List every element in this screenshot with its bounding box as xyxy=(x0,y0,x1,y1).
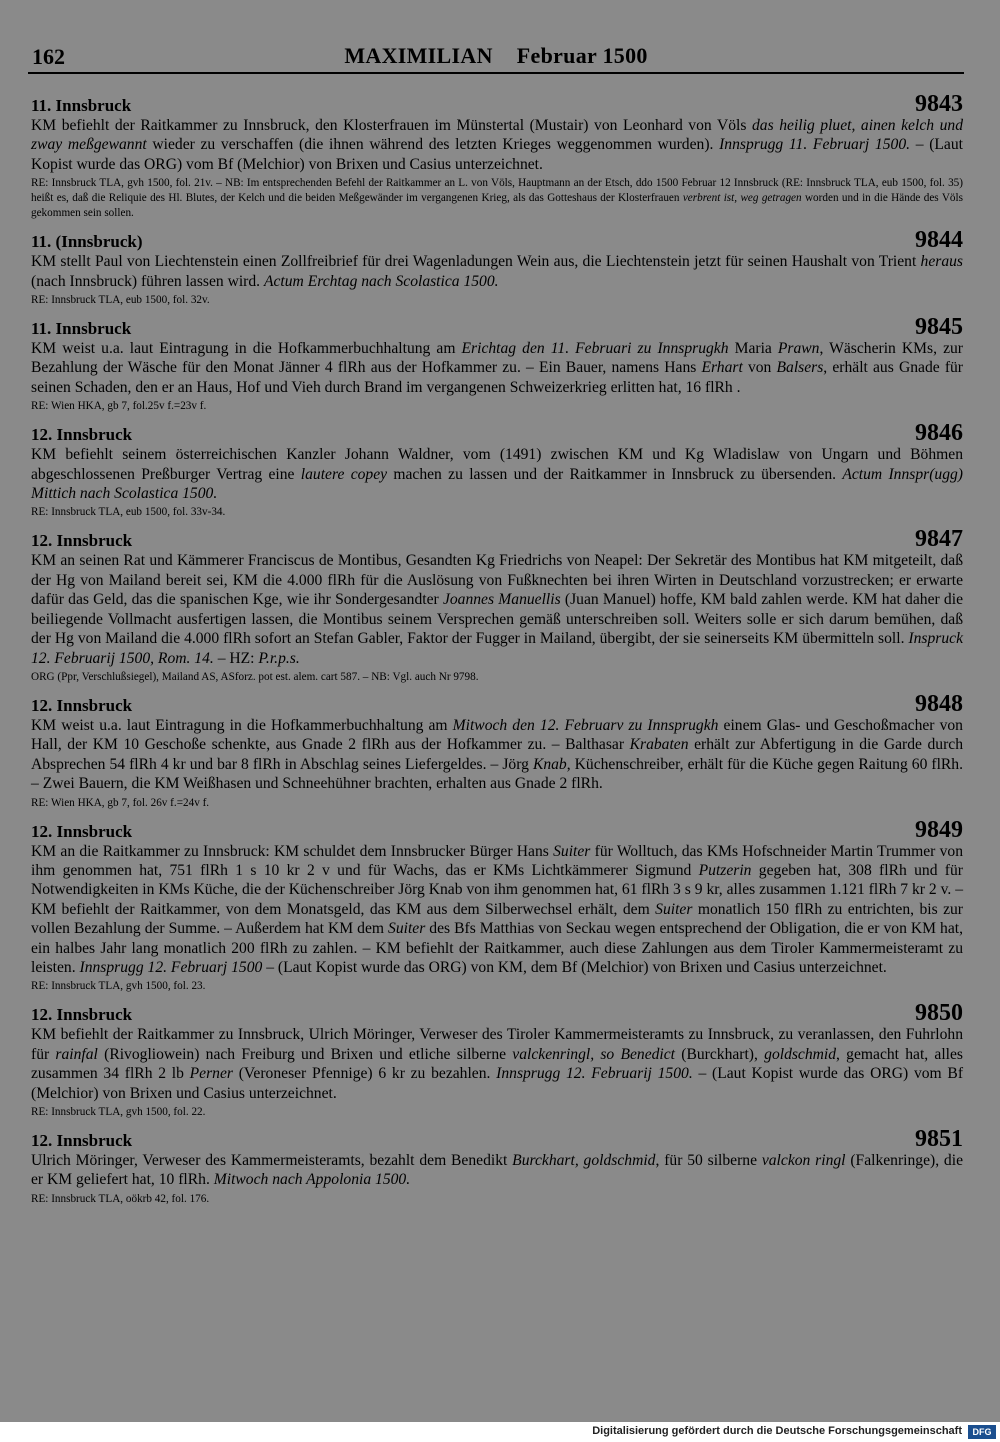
entry-text-run: machen zu lassen und der Raitkammer in Innsbruck zu übersenden. xyxy=(387,465,843,483)
dfg-logo: DFG xyxy=(968,1425,996,1439)
entry-source-note xyxy=(31,399,963,414)
entry-number: 9850 xyxy=(915,1000,963,1027)
entry-number: 9848 xyxy=(915,690,963,717)
source-text-run: RE: Innsbruck TLA, eub 1500, fol. 33v-34. xyxy=(31,506,226,519)
running-title-month: Februar 1500 xyxy=(516,43,648,68)
regest-entry xyxy=(31,692,963,811)
source-text-run: RE: Innsbruck TLA, gvh 1500, fol. 22. xyxy=(31,1106,206,1118)
entry-text-italic: valckenringl, so Benedict xyxy=(512,1045,676,1063)
entry-text-italic: Joannes Manuellis xyxy=(442,591,561,609)
entry-header xyxy=(31,527,963,551)
entry-text-italic: Actum Innspr(ugg) Mittich nach Scolastica 1500. xyxy=(31,465,963,503)
entry-date-place: 11. Innsbruck xyxy=(31,96,132,115)
page-number: 162 xyxy=(32,44,65,69)
source-text-run: RE: Innsbruck TLA, oökrb 42, fol. 176. xyxy=(31,1192,210,1205)
entry-header xyxy=(31,692,963,716)
entry-text-italic: das heilig pluet, ainen kelch und zway meßgewannt xyxy=(31,117,963,154)
entry-text-run: – (Laut Kopist wurde das ORG) vom Bf (Melchior) von Brixen und Casius unterzeichnet. xyxy=(31,1065,964,1102)
entry-text xyxy=(31,339,963,397)
entry-text-run: , gemacht hat, alles zusammen 34 flRh 2 lb xyxy=(31,1045,963,1083)
entry-text-run: für Wolltuch, das KMs Hofschneider Martin Trummer von ihm genommen hat, 751 flRh 1 s 10 kr 2 v und für Wachs, das er KMs Lichtkämmerer Sigmund xyxy=(31,842,963,879)
entry-number: 9843 xyxy=(915,91,963,117)
entry-number: 9846 xyxy=(915,420,963,447)
entry-text-run: KM befiehlt der Raitkammer zu Innsbruck, den Klosterfrauen im Münstertal (Mustair) von Leonhard von Völs xyxy=(31,117,752,134)
entry-text-run: wieder zu verschaffen (die ihnen während des letzten Krieges weggenommen wurden). xyxy=(146,136,720,154)
entry-header xyxy=(31,1127,963,1151)
entry-text-italic: Suiter xyxy=(553,842,591,860)
regest-entry xyxy=(31,527,963,684)
source-text-run: RE: Wien HKA, gb 7, fol. 26v f.=24v f. xyxy=(31,796,210,809)
entries-list xyxy=(31,92,963,1214)
regest-entry xyxy=(31,1001,963,1120)
entry-text-run: – (Laut Kopist wurde das ORG) von KM, dem Bf (Melchior) von Brixen und Casius unterzeichnet. xyxy=(262,958,887,976)
entry-text-italic: Burckhart, goldschmid xyxy=(512,1152,656,1169)
entry-text-run: gegeben hat, 308 flRh und für Notwendigkeiten in KMs Küche, die der Küchenschreiber Jörg Knab von ihm genommen hat, 61 flRh 3 s 9 kr, alles zusammen 1.121 flRh 7 kr 2 v. – KM befiehlt der Raitkammer, von dem Monatsgeld, das KM aus dem Silberwechsel erhält, dem xyxy=(31,861,963,918)
entry-date-place: 12. Innsbruck xyxy=(31,821,133,841)
entry-header xyxy=(31,228,963,252)
footer-credit: Digitalisierung gefördert durch die Deutsche Forschungsgemeinschaft xyxy=(592,1425,962,1437)
entry-text-run: – (Laut Kopist wurde das ORG) vom Bf (Melchior) von Brixen und Casius unterzeichnet. xyxy=(31,136,963,173)
entry-text-run: erhält zur Abfertigung in die Garde durch Absprechen 54 flRh 4 kr und bar 8 flRh in Abschlag seines Liefergeldes. – Jörg xyxy=(31,736,963,773)
entry-text xyxy=(31,1151,963,1190)
entry-text-italic: rainfal xyxy=(55,1045,98,1063)
entry-text-italic: heraus xyxy=(920,253,963,271)
entry-text-italic: Innsprugg 12. Februarj 1500 xyxy=(79,958,263,976)
entry-text-run: KM weist u.a. laut Eintragung in die Hofkammerbuchhaltung am xyxy=(31,340,462,358)
source-text-run: RE: Innsbruck TLA, gvh 1500, fol. 21v. – NB: Im entsprechenden Befehl der Raitkammer an L. von Völs, Hauptmann an der Etsch, ddo 1500 Februar 12 Innsbruck (RE: Innsbruck TLA, eub 1500, fol. 35) heißt es, daß die Reliquie des Hl. Blutes, der Kelch und die beiden Meßgewänder im vergangenen Krieg, als das Gotteshaus der Klosterfrauen xyxy=(31,177,963,205)
source-text-run: RE: Innsbruck TLA, gvh 1500, fol. 23. xyxy=(31,980,206,993)
entry-text-run: des Bfs Matthias von Seckau wegen entsprechend der Obligation, die er von KM hat, ein halbes Jahr lang monatlich 200 flRh zu zahlen. – KM befiehlt der Raitkammer, auch diese Zahlungen aus dem Tiroler Kammermeisteramt zu leisten. xyxy=(31,920,964,976)
entry-text-run: (Burckhart), xyxy=(675,1045,765,1063)
entry-text xyxy=(31,551,963,667)
source-text-run: worden und in die Hände des Völs gekommen sein sollen. xyxy=(31,192,963,220)
entry-header xyxy=(31,315,963,339)
entry-text-run: KM an die Raitkammer zu Innsbruck: KM schuldet dem Innsbrucker Bürger Hans xyxy=(31,842,554,860)
entry-text-run: , für 50 silberne xyxy=(655,1152,762,1169)
running-title xyxy=(28,43,964,69)
entry-text-run: KM befiehlt der Raitkammer zu Innsbruck, Ulrich Möringer, Verweser des Tiroler Kammermeisteramts zu Innsbruck, zu veranlassen, den Fuhrlohn für xyxy=(31,1026,963,1063)
entry-number: 9851 xyxy=(915,1126,963,1152)
entry-source-note xyxy=(31,796,963,811)
entry-date-place: 12. Innsbruck xyxy=(31,531,133,551)
entry-text-run: einem Glas- und Geschoßmacher von Hall, der KM 10 Geschoße schenkte, aus Gnade 2 flRh aus der Hofkammer zu. – Balthasar xyxy=(31,716,963,754)
entry-source-note xyxy=(31,1105,963,1120)
entry-text-italic: goldschmid xyxy=(764,1045,837,1063)
entry-text-run: (Falkenringe), die er KM geliefert hat, 10 flRh. xyxy=(31,1152,963,1189)
entry-source-note xyxy=(31,176,963,221)
entry-text-run: , Küchenschreiber, erhält für die Küche gegen Raitung 60 flRh. – Zwei Bauern, die KM Weißhasen und Schneehühner brachten, erhalten aus Gnade 2 flRh. xyxy=(31,755,964,793)
entry-text-run: , Wäscherin KMs, zur Bezahlung der Wäsche für den Monat Jänner 4 flRh aus der Hofkammer zu. – Ein Bauer, namens Hans xyxy=(31,340,963,377)
entry-text xyxy=(31,716,963,794)
entry-text-run: KM weist u.a. laut Eintragung in die Hofkammerbuchhaltung am xyxy=(31,716,453,734)
source-text-italic: verbrent ist, weg getragen xyxy=(682,192,802,205)
entry-text-italic: Inspruck 12. Februarij 1500, Rom. 14. xyxy=(31,630,963,667)
entry-text-italic: Suiter xyxy=(655,900,693,918)
entry-text-italic: Krabaten xyxy=(629,736,689,754)
running-title-name: MAXIMILIAN xyxy=(344,43,493,68)
source-text-run: ORG (Ppr, Verschlußsiegel), Mailand AS, ASforz. pot est. alem. cart 587. – NB: Vgl. auch Nr 9798. xyxy=(31,670,479,683)
entry-text-italic: Perner xyxy=(189,1065,233,1083)
entry-text-italic: Innsprugg 11. Februarj 1500. xyxy=(719,136,911,154)
entry-text-italic: Prawn xyxy=(777,340,820,358)
entry-source-note xyxy=(31,979,963,994)
entry-text-run: Ulrich Möringer, Verweser des Kammermeisteramts, bezahlt dem Benedikt xyxy=(31,1152,513,1169)
entry-text xyxy=(31,116,963,174)
source-text-run: RE: Wien HKA, gb 7, fol.25v f.=23v f. xyxy=(31,400,207,413)
source-text-run: RE: Innsbruck TLA, eub 1500, fol. 32v. xyxy=(31,294,210,307)
entry-header xyxy=(31,421,963,445)
entry-text-italic: Actum Erchtag nach Scolastica 1500. xyxy=(263,272,499,290)
entry-date-place: 12. Innsbruck xyxy=(31,425,133,445)
entry-text-run: von xyxy=(742,359,777,377)
entry-text-run: (Juan Manuel) hoffe, KM bald zahlen werde. KM hat daher die beiliegende Vollmacht ausfertigen lassen, die Montibus seinem Versprechen gemäß unterschreiben soll. Weiters solle er sich darum bemühen, daß der Hg von Mailand die 4.000 flRh sofort an Stefan Gabler, Faktor der Fugger in Mailand, übergibt, der sie seinerseits KM übermitteln soll. xyxy=(31,591,963,648)
regest-entry xyxy=(31,1127,963,1207)
entry-text-italic: Putzerin xyxy=(698,861,752,879)
entry-text-run: – HZ: xyxy=(213,649,259,667)
entry-text-italic: P.r.p.s. xyxy=(258,649,300,667)
regest-entry xyxy=(31,92,963,221)
page-header xyxy=(28,40,964,74)
entry-text-run: KM befiehlt seinem österreichischen Kanzler Johann Waldner, vom (1491) zwischen KM und Kg Wladislaw von Ungarn und Böhmen abgeschlossenen Preßburger Vertrag eine xyxy=(31,446,963,483)
entry-text-italic: valckon ringl xyxy=(761,1152,846,1169)
entry-header xyxy=(31,92,963,116)
entry-source-note xyxy=(31,505,963,520)
entry-source-note xyxy=(31,670,963,685)
entry-header xyxy=(31,818,963,842)
entry-text-run: Maria xyxy=(728,340,778,358)
entry-date-place: 11. Innsbruck xyxy=(31,319,132,339)
entry-header xyxy=(31,1001,963,1025)
entry-text-run: , erhält aus Gnade für seinen Schaden, den er an Haus, Hof und Vieh durch Brand im vergangenen Schweizerkrieg erlitten hat, 16 flRh . xyxy=(31,359,964,396)
entry-date-place: 12. Innsbruck xyxy=(31,1131,133,1150)
entry-text-italic: Suiter xyxy=(388,920,426,938)
entry-text-italic: Mitwoch nach Appolonia 1500. xyxy=(213,1171,411,1189)
entry-text-italic: Innsprugg 12. Februarij 1500. xyxy=(496,1065,693,1083)
entry-number: 9847 xyxy=(915,526,963,553)
regest-entry xyxy=(31,421,963,520)
entry-text xyxy=(31,1025,963,1103)
entry-text-run: KM an seinen Rat und Kämmerer Franciscus de Montibus, Gesandten Kg Friedrichs von Neapel: Der Sekretär des Montibus hat KM mitgeteilt, daß der Hg von Mailand bereit sei, KM die 4.000 flRh für die Auslösung von Fußknechten bei ihren Wirten in Deutschland vorzustrecken; er erwarte dafür das Geld, das die spanischen Kge, wie ihr Sondergesandter xyxy=(31,552,963,609)
entry-text-italic: Knab xyxy=(532,755,567,773)
regest-entry xyxy=(31,315,963,414)
entry-number: 9845 xyxy=(915,314,963,341)
entry-text-run: (nach Innsbruck) führen lassen wird. xyxy=(31,272,264,290)
entry-text-italic: Erichtag den 11. Februari zu Innsprugkh xyxy=(461,340,729,358)
page-footer xyxy=(0,1422,1000,1442)
entry-text xyxy=(31,445,963,503)
entry-text-italic: Mitwoch den 12. Februarv zu Innsprugkh xyxy=(452,716,719,734)
entry-text-italic: Balsers xyxy=(776,359,824,377)
entry-date-place: 12. Innsbruck xyxy=(31,1005,133,1025)
entry-number: 9849 xyxy=(915,816,963,843)
entry-date-place: 11. (Innsbruck) xyxy=(31,232,143,252)
entry-text-run: (Rivogliowein) nach Freiburg und Brixen und etliche silberne xyxy=(97,1045,513,1063)
regest-entry xyxy=(31,818,963,995)
entry-text xyxy=(31,842,963,978)
entry-text-run: monatlich 150 flRh zu entrichten, bis zur vollen Bezahlung der Summe. – Außerdem hat KM dem xyxy=(31,900,963,938)
entry-text-run: (Veroneser Pfennige) 6 kr zu bezahlen. xyxy=(232,1065,497,1083)
entry-source-note xyxy=(31,1192,963,1207)
entry-text-run: KM stellt Paul von Liechtenstein einen Zollfreibrief für drei Wagenladungen Wein aus, die Liechtenstein jetzt für seinen Haushalt von Trient xyxy=(31,253,921,271)
entry-text-italic: lautere copey xyxy=(300,465,388,483)
entry-date-place: 12. Innsbruck xyxy=(31,695,133,715)
entry-number: 9844 xyxy=(915,227,963,254)
entry-text-italic: Erhart xyxy=(701,359,743,377)
entry-text xyxy=(31,252,963,291)
regest-entry xyxy=(31,228,963,308)
entry-source-note xyxy=(31,293,963,308)
